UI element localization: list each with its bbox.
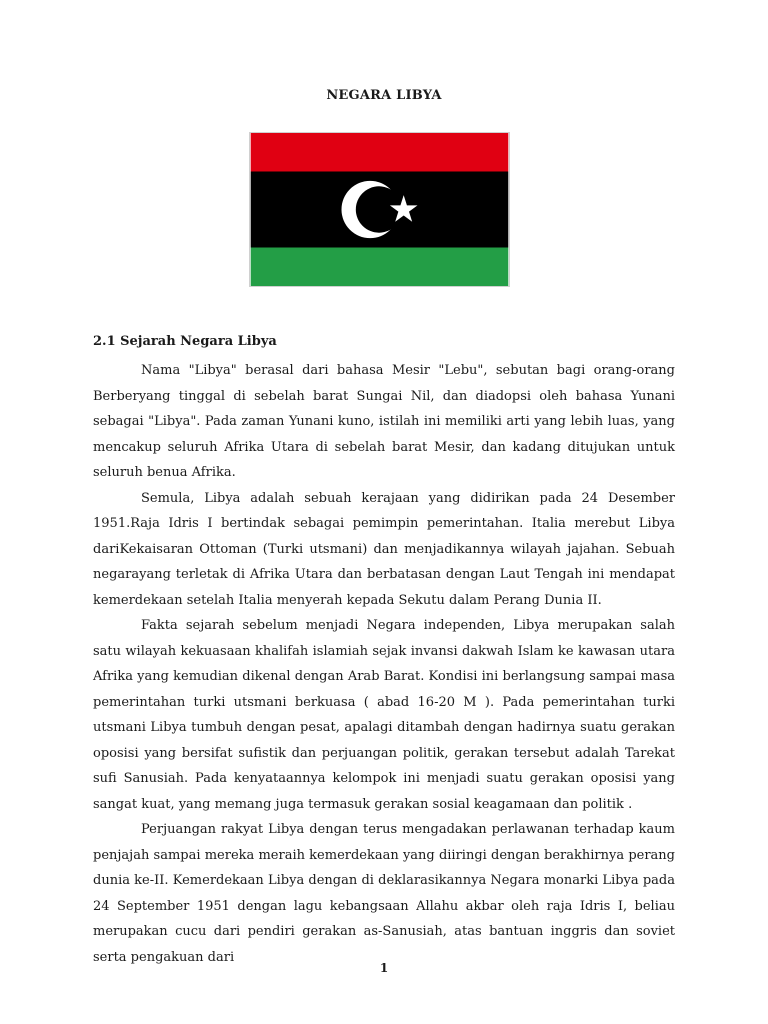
flag-graphic	[250, 133, 509, 286]
flag-red-stripe	[251, 133, 509, 171]
libya-flag-image	[249, 132, 510, 287]
paragraph: Fakta sejarah sebelum menjadi Negara independen, Libya merupakan salah satu wilayah kekuasaan khalifah islamiah sejak invansi dakwah Islam ke kawasan utara Afrika yang kemudian dikenal dengan Arab Barat. Kondisi ini berlangsung sampai masa pemerintahan turki utsmani berkuasa ( abad 16-20 M ). Pada pemerintahan turki utsmani Libya tumbuh dengan pesat, apalagi ditambah dengan hadirnya suatu gerakan oposisi yang bersifat sufistik dan perjuangan politik, gerakan tersebut adalah Tarekat sufi Sanusiah. Pada kenyataannya kelompok ini menjadi suatu gerakan oposisi yang sangat kuat, yang memang juga termasuk gerakan sosial keagamaan dan politik .	[93, 618, 675, 812]
page-number: 1	[379, 961, 389, 975]
page-title: NEGARA LIBYA	[326, 88, 442, 103]
flag-green-stripe	[251, 248, 509, 286]
paragraph: Semula, Libya adalah sebuah kerajaan yang didirikan pada 24 Desember 1951.Raja Idris I bertindak sebagai pemimpin pemerintahan. Italia merebut Libya dariKekaisaran Ottoman (Turki utsmani) dan menjadikannya wilayah jajahan. Sebuah negarayang terletak di Afrika Utara dan berbatasan dengan Laut Tengah ini mendapat kemerdekaan setelah Italia menyerah kepada Sekutu dalam Perang Dunia II.	[93, 490, 675, 608]
body-text	[93, 358, 675, 970]
paragraph: Nama "Libya" berasal dari bahasa Mesir "Lebu", sebutan bagi orang-orang Berberyang tinggal di sebelah barat Sungai Nil, dan diadopsi oleh bahasa Yunani sebagai "Libya". Pada zaman Yunani kuno, istilah ini memiliki arti yang lebih luas, yang mencakup seluruh Afrika Utara di sebelah barat Mesir, dan kadang ditujukan untuk seluruh benua Afrika.	[93, 363, 675, 480]
paragraph: Perjuangan rakyat Libya dengan terus mengadakan perlawanan terhadap kaum penjajah sampai mereka meraih kemerdekaan yang diiringi dengan berakhirnya perang dunia ke-II. Kemerdekaan Libya dengan di deklarasikannya Negara monarki Libya pada 24 September 1951 dengan lagu kebangsaan Allahu akbar oleh raja Idris I, beliau merupakan cucu dari pendiri gerakan as-Sanusiah, atas bantuan inggris dan soviet serta pengakuan dari	[93, 822, 675, 965]
section-heading: 2.1 Sejarah Negara Libya	[93, 334, 277, 349]
